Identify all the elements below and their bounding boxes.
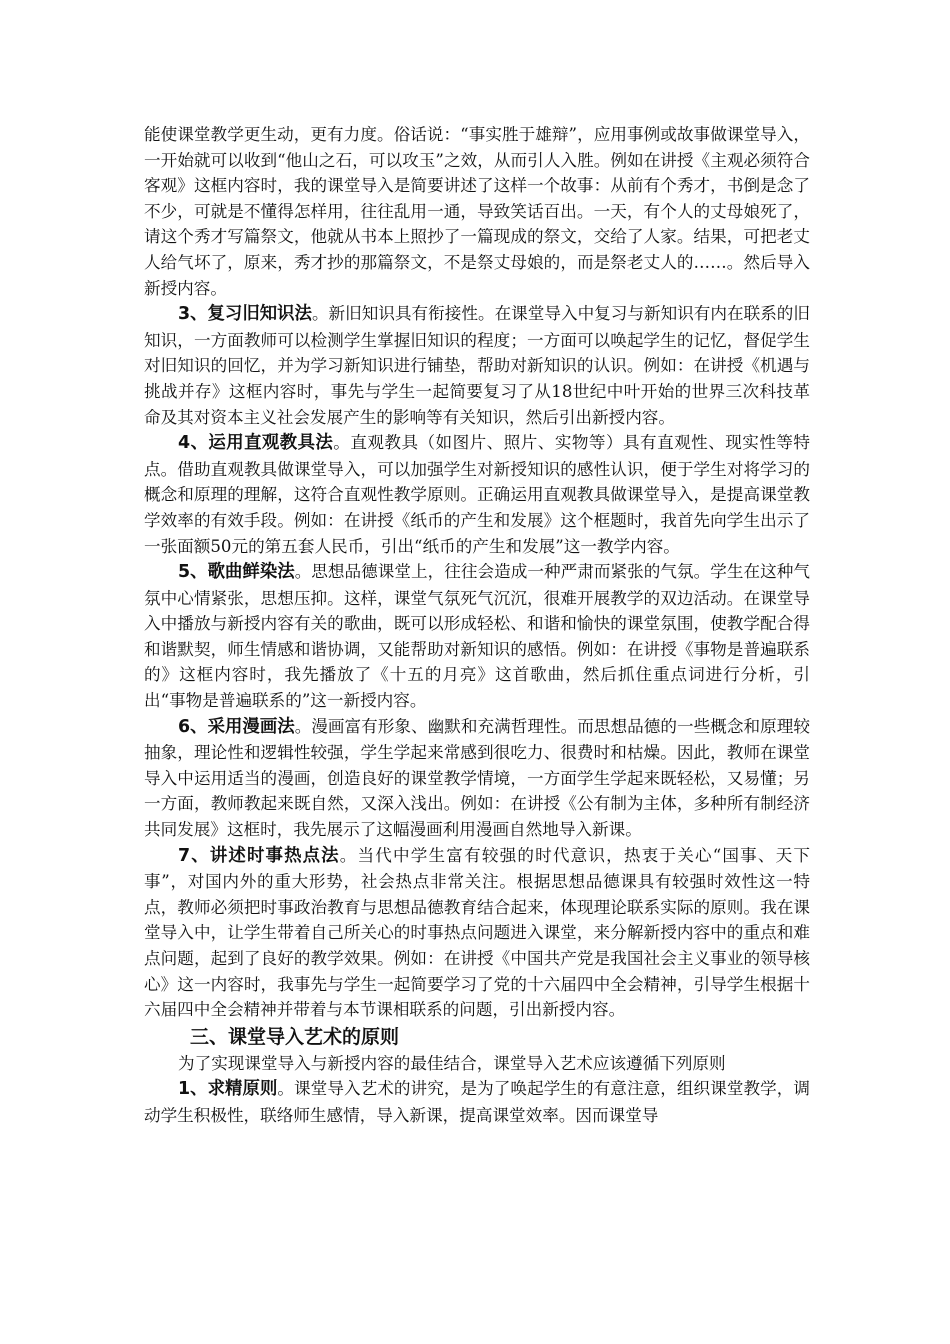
paragraph-refinement-principle (144, 1076, 810, 1128)
paragraph-song-method (144, 559, 810, 714)
section-heading: 三、课堂导入艺术的原则 (190, 1025, 400, 1048)
method-heading: 3、复习旧知识法 (178, 304, 312, 325)
paragraph-review-method (144, 301, 810, 430)
paragraph-cartoon-method (144, 714, 810, 843)
paragraph-text: 。课堂导入艺术的讲究，是为了唤起学生的有意注意，组织课堂教学，调动学生积极性，联络师生感情，导入新课，提高课堂效率。因而课堂导 (144, 1079, 810, 1125)
document-body (144, 122, 810, 1129)
principle-heading: 1、求精原则 (178, 1079, 278, 1100)
method-heading: 5、歌曲鲜染法 (178, 562, 295, 583)
paragraph-visual-aids-method (144, 430, 810, 559)
paragraph-text: 。思想品德课堂上，往往会造成一种严肃而紧张的气氛。学生在这种气氛中心情紧张，思想压抑。这样，课堂气氛死气沉沉，很难开展教学的双边活动。在课堂导入中播放与新授内容有关的歌曲，既可以形成轻松、和谐和愉快的课堂氛围，使教学配合得和谐默契，师生情感和谐协调，又能帮助对新知识的感悟。例如：在讲授《事物是普遍联系的》这框内容时，我先播放了《十五的月亮》这首歌曲，然后抓住重点词进行分析，引出“事物是普遍联系的”这一新授内容。 (144, 562, 811, 711)
paragraph-story-method (144, 122, 810, 301)
paragraph-text: 。当代中学生富有较强的时代意识，热衷于关心“国事、天下事”，对国内外的重大形势，社会热点非常关注。根据思想品德课具有较强时效性这一特点，教师必须把时事政治教育与思想品德教育结合起来，体现理论联系实际的原则。我在课堂导入中，让学生带着自己所关心的时事热点问题进入课堂，来分解新授内容中的重点和难点问题，起到了良好的教学效果。例如：在讲授《中国共产党是我国社会主义事业的领导核心》这一内容时，我事先与学生一起简要学习了党的十六届四中全会精神，引导学生根据十六届四中全会精神并带着与本节课相联系的问题，引出新授内容。 (144, 845, 810, 1020)
paragraph-text: 。直观教具（如图片、照片、实物等）具有直观性、现实性等特点。借助直观教具做课堂导入，可以加强学生对新授知识的感性认识，便于学生对将学习的概念和原理的理解，这符合直观性教学原则。正确运用直观教具做课堂导入，是提高课堂教学效率的有效手段。例如：在讲授《纸币的产生和发展》这个框题时，我首先向学生出示了一张面额50元的第五套人民币，引出“纸币的产生和发展”这一教学内容。 (144, 433, 810, 556)
paragraph-text: 。漫画富有形象、幽默和充满哲理性。而思想品德的一些概念和原理较抽象，理论性和逻辑性较强，学生学起来常感到很吃力、很费时和枯燥。因此，教师在课堂导入中运用适当的漫画，创造良好的课堂教学情境，一方面学生学起来既轻松，又易懂；另一方面，教师教起来既自然，又深入浅出。例如：在讲授《公有制为主体，多种所有制经济共同发展》这框时，我先展示了这幅漫画利用漫画自然地导入新课。 (144, 716, 811, 840)
method-heading: 7、讲述时事热点法 (178, 845, 340, 866)
paragraph-current-affairs-method (144, 843, 810, 1023)
paragraph-text: 。新旧知识具有衔接性。在课堂导入中复习与新知识有内在联系的旧知识，一方面教师可以检测学生掌握旧知识的程度；一方面可以唤起学生的记忆，督促学生对旧知识的回忆，并为学习新知识进行铺垫，帮助对新知识的认识。例如：在讲授《机遇与挑战并存》这框内容时，事先与学生一起简要复习了从18世纪中叶开始的世界三次科技革命及其对资本主义社会发展产生的影响等有关知识，然后引出新授内容。 (144, 304, 811, 427)
paragraph-text: 能使课堂教学更生动，更有力度。俗话说：“事实胜于雄辩”，应用事例或故事做课堂导入，一开始就可以收到“他山之石，可以攻玉”之效，从而引人入胜。例如在讲授《主观必须符合客观》这框内容时，我的课堂导入是简要讲述了这样一个故事：从前有个秀才，书倒是念了不少，可就是不懂得怎样用，往往乱用一通，导致笑话百出。一天，有个人的丈母娘死了，请这个秀才写篇祭文，他就从书本上照抄了一篇现成的祭文，交给了人家。结果，可把老丈人给气坏了，原来，秀才抄的那篇祭文，不是祭丈母娘的，而是祭老丈人的……。然后导入新授内容。 (144, 125, 810, 298)
method-heading: 6、采用漫画法 (178, 716, 295, 737)
method-heading: 4、运用直观教具法 (178, 433, 334, 454)
section-intro: 为了实现课堂导入与新授内容的最佳结合，课堂导入艺术应该遵循下列原则 (178, 1053, 726, 1073)
